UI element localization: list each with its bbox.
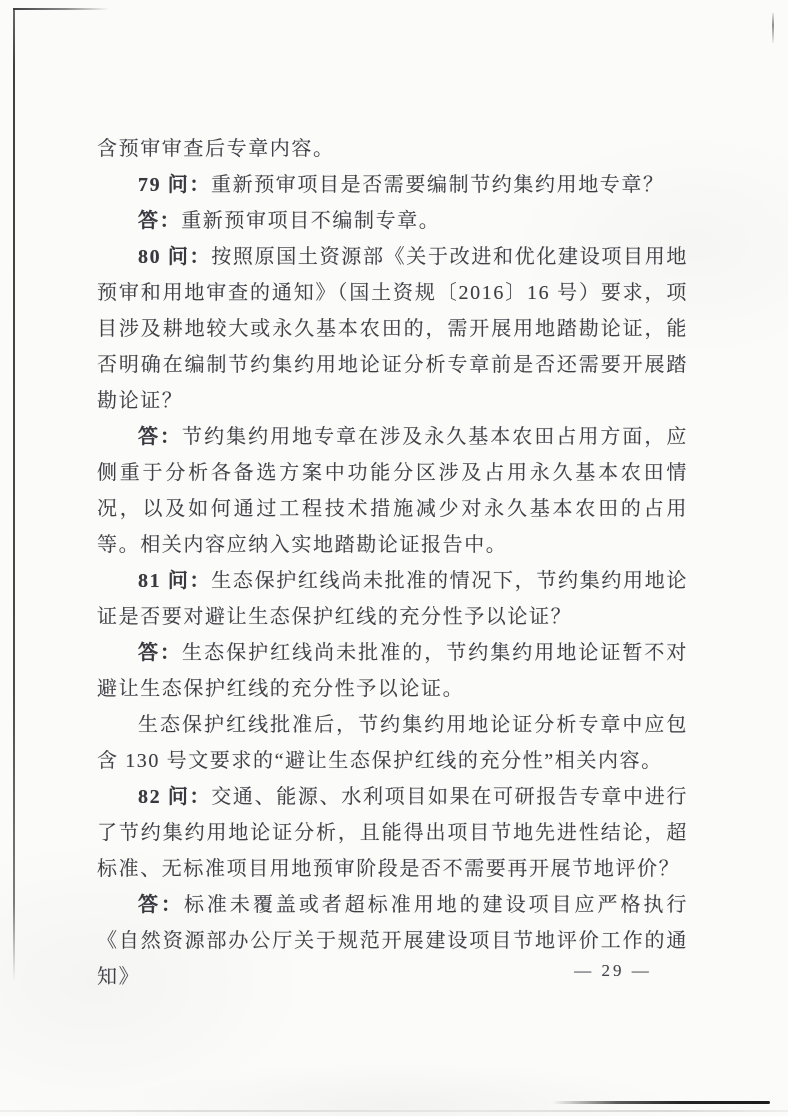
qa-label: 答：	[138, 642, 183, 664]
answer-81: 答：生态保护红线尚未批准的，节约集约用地论证暂不对避让生态保护红线的充分性予以论证。	[97, 642, 688, 700]
question-80: 80 问：按照原国土资源部《关于改进和优化建设项目用地预审和用地审查的通知》（国土资规〔2016〕16 号）要求，项目涉及耕地较大或永久基本农田的，需开展用地踏勘论证，能否明确在编制节约集约用地论证分析专章前是否还需要开展踏勘论证？	[97, 246, 689, 412]
qa-label: 答：	[138, 210, 182, 232]
qa-label: 81 问：	[138, 570, 212, 592]
qa-label: 答：	[138, 426, 183, 448]
answer-79: 答：重新预审项目不编制专章。	[138, 210, 441, 232]
document-body-text	[97, 131, 688, 995]
paragraph-continuation: 含预审审查后专章内容。	[97, 138, 335, 160]
scan-mark-top-right	[772, 13, 774, 43]
answer-80: 答：节约集约用地专章在涉及永久基本农田占用方面，应侧重于分析各备选方案中功能分区涉及占用永久基本农田情况，以及如何通过工程技术措施减少对永久基本农田的占用等。相关内容应纳入实地踏勘论证报告中。	[97, 426, 688, 556]
qa-label: 79 问：	[138, 174, 211, 196]
answer-81-continued: 生态保护红线批准后，节约集约用地论证分析专章中应包含 130 号文要求的“避让生态保护红线的充分性”相关内容。	[97, 714, 688, 772]
question-82: 82 问：交通、能源、水利项目如果在可研报告专章中进行了节约集约用地论证分析，且能得出项目节地先进性结论，超标准、无标准项目用地预审阶段是否不需要再开展节地评价？	[97, 786, 689, 880]
scan-edge-bottom-line	[0, 1110, 788, 1112]
question-79: 79 问：重新预审项目是否需要编制节约集约用地专章？	[138, 174, 665, 196]
qa-label: 答：	[138, 894, 184, 916]
scan-edge-top-line	[13, 8, 109, 10]
qa-label: 80 问：	[138, 246, 212, 268]
page-number: — 29 —	[574, 961, 652, 980]
qa-label: 82 问：	[138, 786, 212, 808]
scan-edge-left-line	[13, 8, 15, 982]
question-81: 81 问：生态保护红线尚未批准的情况下，节约集约用地论证是否要对避让生态保护红线的充分性予以论证？	[97, 570, 689, 628]
scan-edge-bottom-right-line	[552, 1101, 770, 1104]
answer-82: 答：标准未覆盖或者超标准用地的建设项目应严格执行《自然资源部办公厅关于规范开展建设项目节地评价工作的通知》	[97, 894, 688, 988]
